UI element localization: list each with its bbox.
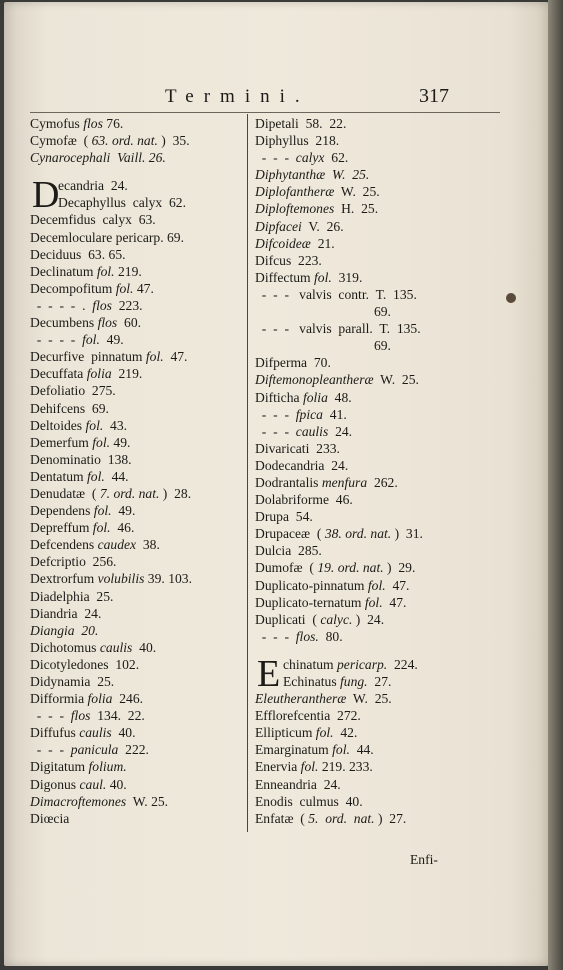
entry-text: fol. (300, 759, 319, 775)
entry-text: Dulcia 285. (255, 543, 322, 559)
entry-text: 69. (255, 304, 391, 320)
entry-text: Eleutherantheræ (255, 691, 347, 707)
entry-text: 24. (328, 423, 353, 439)
entry-text: Echinatus (283, 674, 341, 689)
entry-text: 134. 22. (90, 708, 145, 724)
column-divider (247, 114, 248, 832)
entry-text: fol. (82, 332, 100, 348)
entry-text: folia (87, 691, 113, 707)
index-entry (30, 810, 246, 827)
entry-text: pericarp. (336, 656, 388, 672)
entry-text: flos (97, 315, 118, 331)
index-entry (255, 508, 495, 525)
entry-text: ) 35. (157, 133, 190, 149)
entry-text: fol. (115, 280, 134, 296)
index-entry (30, 758, 246, 775)
index-entry (255, 793, 495, 810)
entry-text: Deltoides (30, 417, 86, 433)
entry-text: 319. (331, 269, 363, 285)
entry-text: 49. (110, 434, 131, 450)
entry-text: Dolabriforme 46. (255, 492, 353, 508)
entry-text: Depreffum (30, 520, 93, 536)
index-entry (255, 149, 495, 166)
entry-text: Difperma 70. (255, 355, 331, 371)
index-entry (255, 776, 495, 793)
section-e-start (255, 652, 495, 695)
entry-text: 38. ord. nat. (324, 526, 392, 542)
index-entry (255, 611, 495, 628)
index-entry (30, 246, 246, 263)
entry-text: Dodecandria 24. (255, 457, 349, 473)
entry-text: ) 28. (159, 485, 192, 501)
entry-text: Difcus 223. (255, 252, 322, 268)
entry-text: Diadelphia 25. (30, 588, 114, 604)
index-entry (30, 348, 246, 365)
entry-text: Dichotomus (30, 639, 100, 655)
entry-text: 223. (111, 297, 143, 313)
entry-text: 46. (110, 520, 135, 536)
index-entry (255, 628, 495, 645)
running-header (0, 84, 563, 110)
entry-text: - - - valvis parall. T. 135. (255, 321, 421, 337)
entry-text: Defoliatio 275. (30, 383, 116, 399)
entry-text: Decaphyllus calyx 62. (58, 195, 186, 211)
entry-text: ) 24. (352, 611, 385, 627)
index-entry (255, 423, 495, 440)
entry-text: Dependens (30, 503, 94, 519)
entry-text: fung. (340, 674, 368, 689)
index-entry (30, 451, 246, 468)
entry-text: 47. (382, 594, 407, 610)
entry-text: caudex (97, 537, 137, 553)
entry-text: 40. (132, 639, 157, 655)
entry-text: flos. (295, 628, 319, 644)
index-entry (255, 810, 495, 827)
entry-text: - - - (255, 406, 296, 422)
entry-text: W. 25. (334, 184, 380, 200)
entry-text: calyx (295, 150, 325, 166)
page-number: 317 (419, 85, 449, 107)
entry-text: Diphyllus 218. (255, 133, 340, 149)
index-entry (255, 132, 495, 149)
entry-text: - - - (255, 423, 296, 439)
entry-text: fol. (364, 594, 383, 610)
entry-text: W. 25. (346, 691, 392, 707)
entry-text: folium. (88, 759, 127, 775)
index-entry (30, 656, 246, 673)
index-entry (30, 132, 246, 149)
index-entry (30, 570, 246, 587)
entry-text: Decuffata (30, 366, 87, 382)
entry-text: Dehifcens 69. (30, 400, 109, 416)
book-spine (548, 0, 563, 970)
entry-text: Dentatum (30, 468, 88, 484)
index-entry (255, 166, 495, 183)
entry-text: Diploftemones (255, 201, 335, 217)
index-entry (30, 211, 246, 228)
index-entry (58, 194, 246, 211)
index-entry (255, 337, 495, 354)
index-entry (255, 542, 495, 559)
entry-text: Diffectum (255, 269, 315, 285)
index-entry (255, 252, 495, 269)
index-entry (255, 724, 495, 741)
catchword: Enfi- (410, 852, 438, 867)
index-entry (255, 354, 495, 371)
index-entry (30, 588, 246, 605)
index-entry (255, 758, 495, 775)
entry-text: Denudatæ ( (30, 485, 100, 501)
entry-text: Diplofantheræ (255, 184, 335, 200)
entry-text: flos (83, 116, 103, 131)
entry-text: 39. 103. (144, 571, 192, 587)
entry-text: fol. (332, 742, 350, 758)
entry-text: folia (86, 366, 112, 382)
index-entry (255, 457, 495, 474)
entry-text: V. 26. (301, 218, 344, 234)
entry-text: panicula (70, 742, 119, 758)
entry-text: Demerfum (30, 434, 93, 450)
entry-text: Diffufus (30, 725, 80, 741)
entry-text: ) 29. (383, 560, 416, 576)
index-entry (30, 263, 246, 280)
entry-text: 76. (102, 116, 124, 131)
entry-text: - - - valvis contr. T. 135. (255, 286, 417, 302)
entry-text: Cymofæ ( (30, 133, 92, 149)
entry-text: fol. (96, 263, 115, 279)
entry-text: W. 25. (126, 793, 169, 809)
index-entry (30, 724, 246, 741)
index-entry (30, 417, 246, 434)
index-entry (30, 639, 246, 656)
entry-text: - - - (255, 628, 296, 644)
entry-text: 49. (99, 332, 124, 348)
entry-text: fol. (93, 503, 112, 519)
entry-text: Digonus (30, 776, 80, 792)
entry-text: Deciduus 63. 65. (30, 246, 126, 262)
entry-text: caul. (79, 776, 107, 792)
entry-text: chinatum (283, 656, 337, 672)
entry-text: fol. (145, 349, 164, 365)
index-entry (255, 320, 495, 337)
index-entry (30, 365, 246, 382)
entry-text: 262. (367, 474, 398, 490)
entry-text: Enervia (255, 759, 301, 775)
index-entry (58, 177, 246, 194)
entry-text: fol. (315, 725, 334, 741)
index-entry (255, 218, 495, 235)
entry-text: fol. (367, 577, 386, 593)
entry-text: 69. (255, 338, 391, 354)
entry-text: Dimacroftemones (30, 793, 127, 809)
index-entry (255, 183, 495, 200)
entry-text: Declinatum (30, 263, 97, 279)
entry-text: Duplicati ( (255, 611, 321, 627)
entry-text: Cynarocephali Vaill. 26. (30, 150, 166, 166)
index-entry (255, 115, 495, 132)
index-entry (30, 519, 246, 536)
entry-text: 21. (310, 235, 335, 251)
entry-text: 219. (111, 366, 143, 382)
index-entry (255, 235, 495, 252)
index-entry (255, 525, 495, 542)
index-entry (30, 485, 246, 502)
index-entry (255, 286, 495, 303)
entry-text: 40. (106, 776, 127, 792)
entry-text: volubilis (97, 571, 145, 587)
entry-text: 219. (114, 263, 142, 279)
entry-text: 7. ord. nat. (99, 485, 160, 501)
entry-text: 19. ord. nat. (317, 560, 384, 576)
entry-text: 44. (349, 742, 374, 758)
index-entry (30, 280, 246, 297)
entry-text: 49. (111, 503, 136, 519)
entry-text: Decemloculare pericarp. 69. (30, 229, 184, 245)
entry-text: 47. (163, 349, 188, 365)
entry-text: Enfatæ ( (255, 810, 309, 826)
index-entry (255, 371, 495, 388)
index-entry (30, 673, 246, 690)
index-entry (30, 707, 246, 724)
entry-text: - - - (255, 150, 296, 166)
index-entry (30, 793, 246, 810)
entry-text: folia (302, 389, 328, 405)
index-entry (30, 382, 246, 399)
entry-text: 40. (111, 725, 136, 741)
index-entry (283, 656, 495, 673)
entry-text: Divaricati 233. (255, 440, 340, 456)
index-entry (30, 400, 246, 417)
entry-text: Dodrantalis (255, 474, 322, 490)
index-entry (30, 502, 246, 519)
index-entry (30, 297, 246, 314)
entry-text: Diphytanthæ W. 25. (255, 167, 370, 183)
entry-text: Difcoideæ (255, 235, 311, 251)
entry-text: Diœcia (30, 810, 70, 826)
index-entry (30, 741, 246, 758)
entry-text: fol. (87, 468, 105, 484)
entry-text: Drupa 54. (255, 509, 313, 525)
ink-blot (506, 293, 516, 303)
index-entry (255, 559, 495, 576)
index-entry (283, 673, 495, 690)
entry-text: caulis (79, 725, 112, 741)
entry-text: calyc. (320, 611, 353, 627)
entry-text: 62. (324, 150, 349, 166)
entry-text: menfura (321, 474, 368, 490)
left-column (30, 115, 246, 827)
entry-text: Digitatum (30, 759, 89, 775)
entry-text: 219. 233. (318, 759, 373, 775)
entry-text: 63. ord. nat. (91, 133, 158, 149)
entry-text: Defcendens (30, 537, 98, 553)
index-entry (255, 491, 495, 508)
index-entry (30, 434, 246, 451)
entry-text: Decurfive pinnatum (30, 349, 146, 365)
entry-text: 44. (104, 468, 129, 484)
index-entry (30, 115, 246, 132)
entry-text: - - - - . (30, 297, 93, 313)
drop-cap: E (257, 652, 281, 695)
header-rule (30, 112, 500, 113)
index-entry (30, 468, 246, 485)
entry-text: 48. (327, 389, 352, 405)
entry-text: caulis (99, 639, 133, 655)
entry-text: Dipetali 58. 22. (255, 116, 347, 131)
entry-text: 27. (367, 674, 392, 689)
entry-text: Dumofæ ( (255, 560, 318, 576)
entry-text: 38. (136, 537, 160, 553)
entry-text: - - - (30, 742, 71, 758)
index-entry (30, 776, 246, 793)
entry-text: Cymofus (30, 116, 84, 131)
entry-text: ecandria 24. (58, 178, 128, 194)
index-entry (255, 269, 495, 286)
index-entry (30, 149, 246, 166)
entry-text: 41. (322, 406, 347, 422)
entry-text: ) 31. (391, 526, 423, 542)
right-column (255, 115, 495, 827)
entry-text: 224. (387, 656, 418, 672)
entry-text: Defcriptio 256. (30, 554, 117, 570)
index-entry (30, 331, 246, 348)
entry-text: Dextrorfum (30, 571, 98, 587)
entry-text: Denominatio 138. (30, 451, 132, 467)
index-entry (255, 303, 495, 320)
running-title: Termini. (165, 86, 310, 107)
entry-text: Didynamia 25. (30, 674, 115, 689)
entry-text: 222. (118, 742, 149, 758)
entry-text: Decompofitum (30, 280, 116, 296)
index-entry (255, 389, 495, 406)
entry-text: Duplicato-pinnatum (255, 577, 368, 593)
entry-text: fpica (295, 406, 323, 422)
entry-text: Difformia (30, 691, 88, 707)
index-entry (30, 622, 246, 639)
section-gap (30, 166, 246, 177)
entry-text: Ellipticum (255, 725, 316, 741)
entry-text: Drupaceæ ( (255, 526, 325, 542)
index-entry (255, 690, 495, 707)
entry-text: Enneandria 24. (255, 776, 341, 792)
entry-text: Efflorefcentia 272. (255, 708, 361, 724)
drop-cap: D (32, 174, 60, 217)
entry-text: ) 27. (374, 810, 407, 826)
entry-text: flos (70, 708, 91, 724)
entry-text: 42. (333, 725, 358, 741)
entry-text: - - - (30, 708, 71, 724)
index-entry (30, 690, 246, 707)
index-entry (255, 200, 495, 217)
entry-text: 47. (385, 577, 410, 593)
entry-text: fol. (92, 434, 111, 450)
index-entry (30, 229, 246, 246)
entry-text: Decumbens (30, 315, 98, 331)
entry-text: fol. (92, 520, 111, 536)
index-entry (255, 440, 495, 457)
entry-text: - - - - (30, 332, 83, 348)
entry-text: Duplicato-ternatum (255, 594, 365, 610)
entry-text: Diangia 20. (30, 622, 99, 638)
entry-text: Decemfidus calyx 63. (30, 212, 156, 228)
entry-text: fol. (314, 269, 332, 285)
entry-text: Diandria 24. (30, 605, 102, 621)
index-entry (255, 577, 495, 594)
entry-text: Emarginatum (255, 742, 333, 758)
entry-text: fol. (85, 417, 104, 433)
entry-text: H. 25. (334, 201, 379, 217)
entry-text: 5. ord. nat. (308, 810, 375, 826)
index-entry (30, 314, 246, 331)
entry-text: caulis (295, 423, 329, 439)
entry-text: 246. (112, 691, 144, 707)
index-entry (255, 741, 495, 758)
index-entry (30, 605, 246, 622)
index-entry (255, 406, 495, 423)
entry-text: W. 25. (373, 372, 419, 388)
entry-text: Dipfacei (255, 218, 302, 234)
index-entry (30, 536, 246, 553)
entry-text: Dicotyledones 102. (30, 656, 140, 672)
entry-text: Difticha (255, 389, 303, 405)
entry-text: 80. (318, 628, 343, 644)
entry-text: 43. (103, 417, 128, 433)
index-entry (255, 594, 495, 611)
entry-text: 47. (133, 280, 154, 296)
section-d-start (30, 174, 246, 217)
section-gap (255, 645, 495, 656)
entry-text: Enodis culmus 40. (255, 793, 363, 809)
index-entry (255, 707, 495, 724)
entry-text: Diftemonopleantheræ (255, 372, 374, 388)
entry-text: 60. (117, 315, 142, 331)
index-entry (255, 474, 495, 491)
entry-text: flos (92, 297, 112, 313)
index-entry (30, 553, 246, 570)
